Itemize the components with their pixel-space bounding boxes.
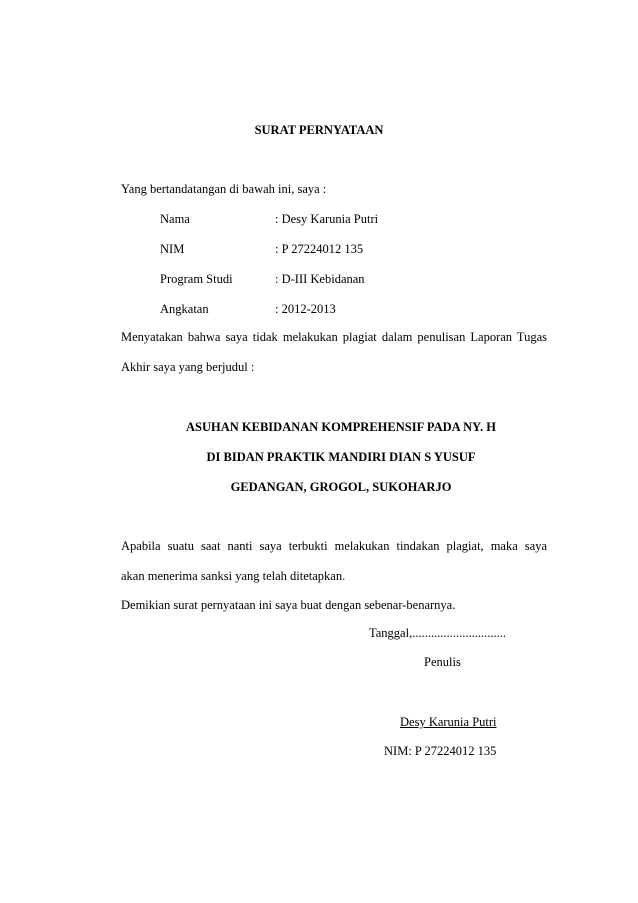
signer-role: Penulis	[424, 655, 461, 669]
statement-line-1: Menyatakan bahwa saya tidak melakukan plagiat dalam penulisan Laporan Tugas	[121, 330, 547, 344]
identity-label-nim: NIM	[160, 242, 185, 256]
signer-nim: NIM: P 27224012 135	[384, 744, 497, 758]
report-title-line-3: GEDANGAN, GROGOL, SUKOHARJO	[230, 480, 452, 494]
signer-name: Desy Karunia Putri	[400, 715, 497, 729]
identity-value-nim: : P 27224012 135	[275, 242, 364, 256]
identity-value-name: : Desy Karunia Putri	[275, 212, 379, 226]
date-line: Tanggal,..............................	[369, 626, 506, 640]
identity-label-year: Angkatan	[160, 302, 209, 316]
report-title-line-2: DI BIDAN PRAKTIK MANDIRI DIAN S YUSUF	[206, 450, 476, 464]
statement-line-2: Akhir saya yang berjudul :	[121, 360, 255, 374]
document-title: SURAT PERNYATAAN	[254, 123, 384, 137]
identity-label-program: Program Studi	[160, 272, 233, 286]
sanction-line-1: Apabila suatu saat nanti saya terbukti melakukan tindakan plagiat, maka saya	[121, 539, 547, 553]
identity-value-year: : 2012-2013	[275, 302, 336, 316]
identity-label-name: Nama	[160, 212, 190, 226]
intro-text: Yang bertandatangan di bawah ini, saya :	[121, 182, 327, 196]
identity-value-program: : D-III Kebidanan	[275, 272, 365, 286]
closing-text: Demikian surat pernyataan ini saya buat dengan sebenar-benarnya.	[121, 598, 456, 612]
sanction-line-2: akan menerima sanksi yang telah ditetapkan.	[121, 569, 346, 583]
report-title-line-1: ASUHAN KEBIDANAN KOMPREHENSIF PADA NY. H	[186, 420, 496, 434]
